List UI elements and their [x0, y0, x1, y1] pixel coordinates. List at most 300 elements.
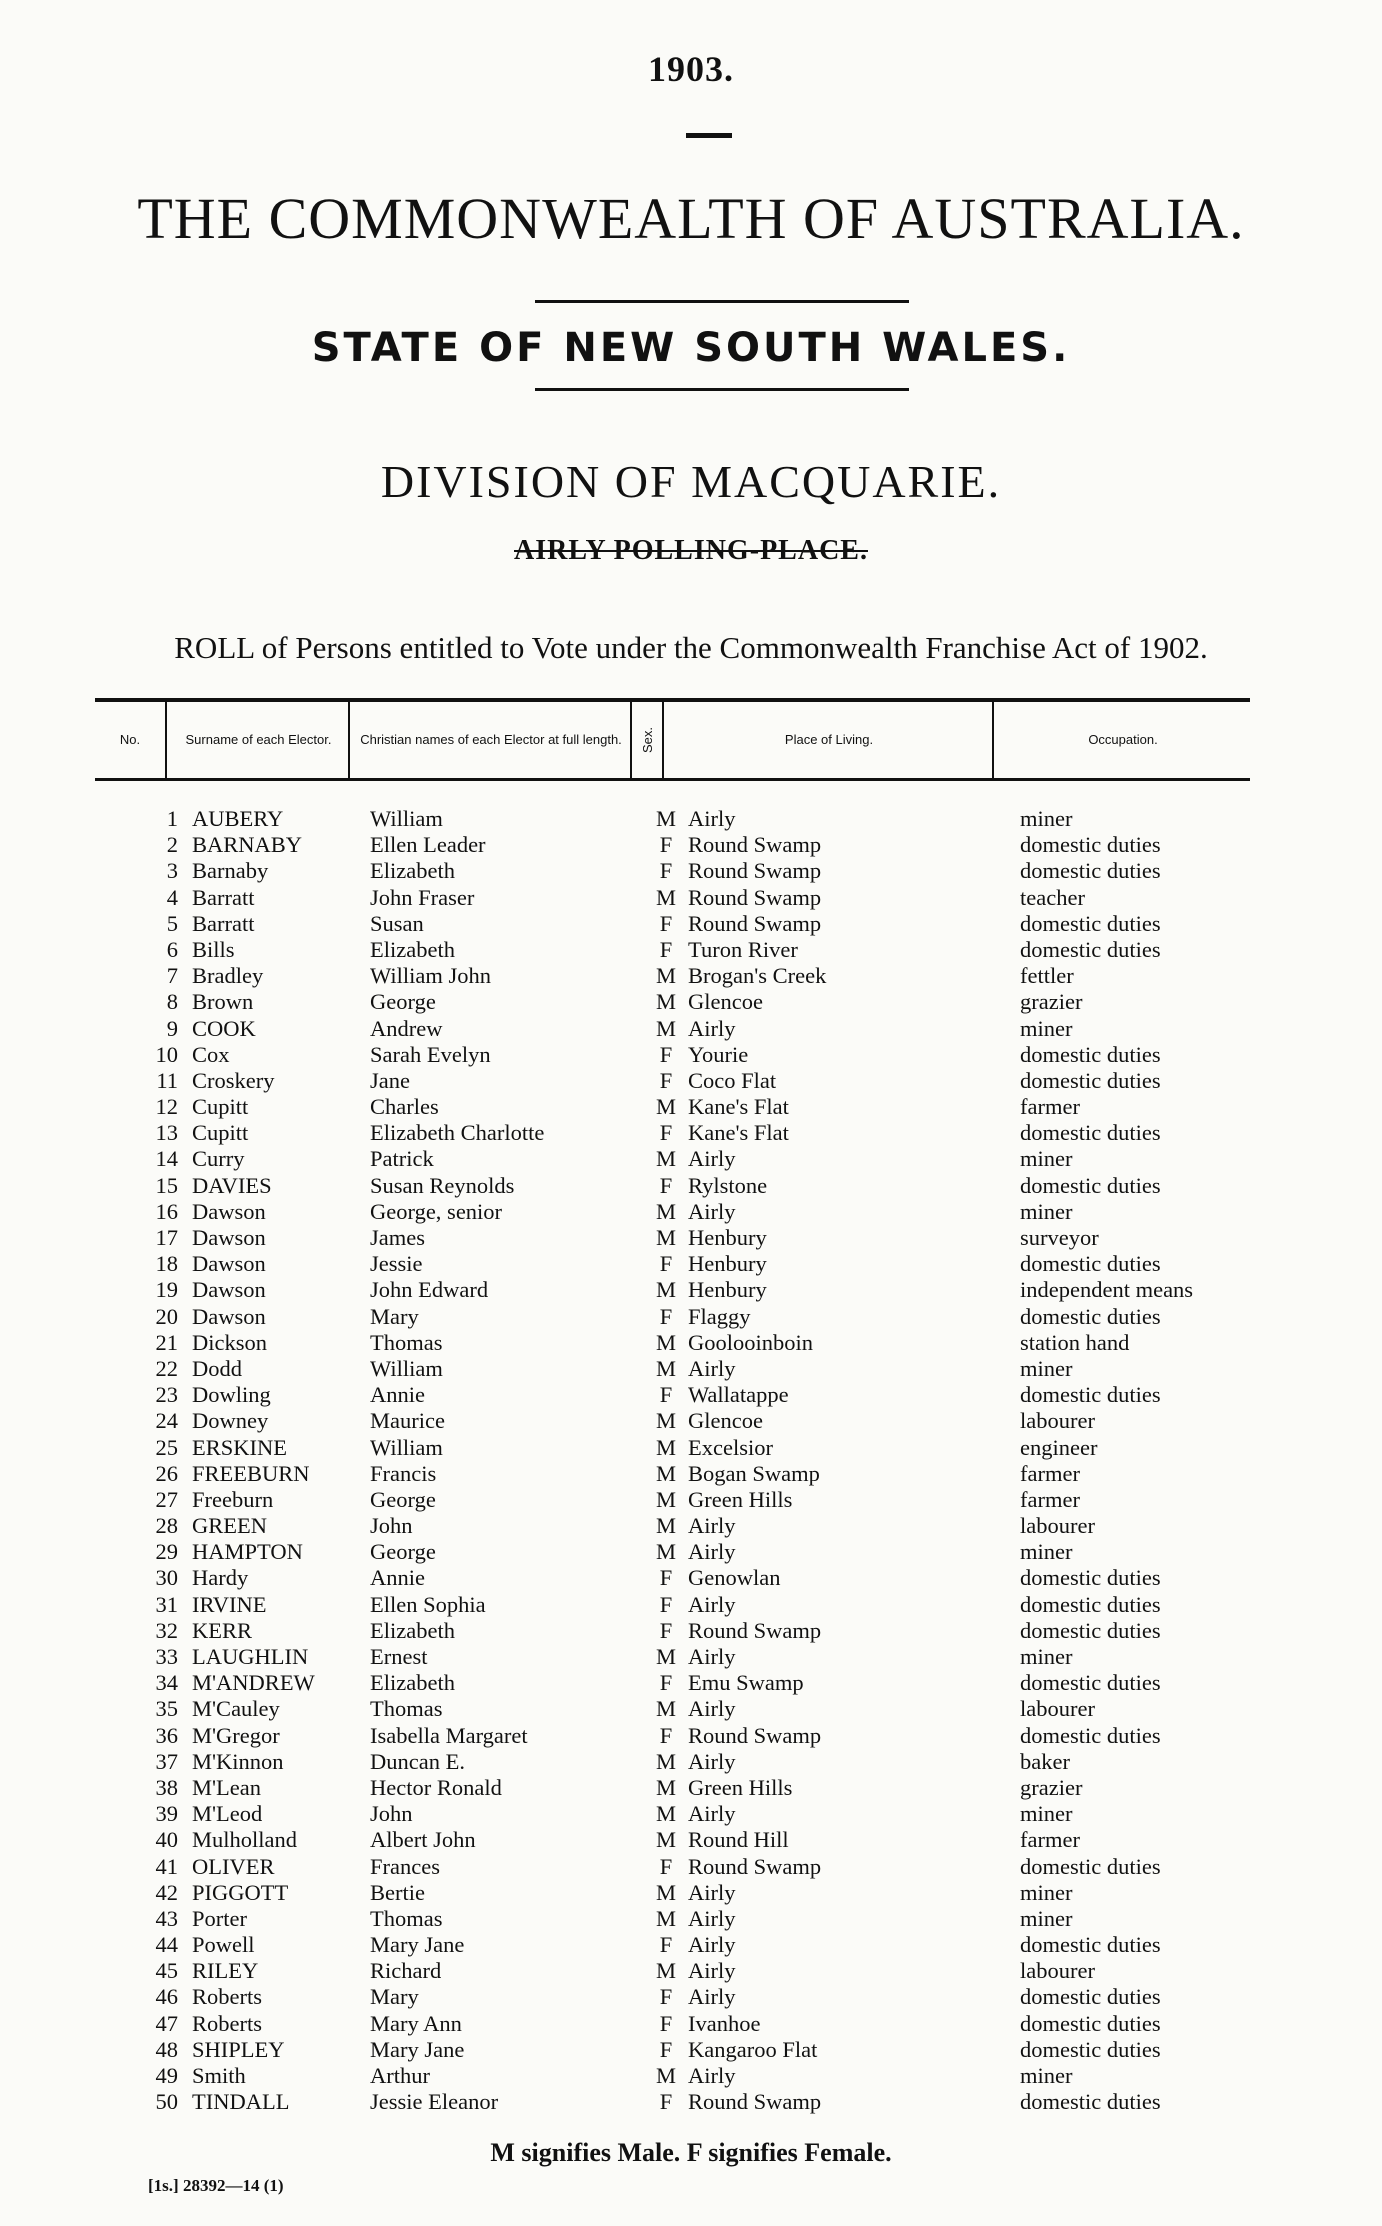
- table-row: [0, 1435, 1382, 1461]
- elector-surname: M'Lean: [192, 1774, 262, 1800]
- elector-number: 19: [155, 1277, 178, 1303]
- elector-occupation: labourer: [1020, 1696, 1095, 1722]
- table-row: [0, 1251, 1382, 1277]
- elector-sex: M: [655, 1905, 676, 1931]
- table-row: [0, 1696, 1382, 1722]
- table-row: [0, 1618, 1382, 1644]
- elector-surname: Smith: [192, 2063, 246, 2088]
- elector-christian-names: Isabella Margaret: [370, 1722, 528, 1748]
- elector-place: Kane's Flat: [688, 1120, 789, 1146]
- elector-occupation: farmer: [1020, 1094, 1080, 1120]
- elector-place: Airly: [688, 1984, 736, 2010]
- elector-place: Glencoe: [688, 1408, 763, 1434]
- elector-occupation: domestic duties: [1020, 2089, 1161, 2115]
- table-row: [0, 1592, 1382, 1618]
- table-row: [0, 1539, 1382, 1565]
- elector-occupation: domestic duties: [1020, 1722, 1161, 1748]
- elector-number: 16: [155, 1198, 178, 1224]
- elector-sex: M: [655, 1879, 676, 1905]
- elector-sex: F: [659, 1251, 673, 1277]
- elector-number: 46: [155, 1984, 178, 2010]
- elector-place: Airly: [688, 1958, 736, 1984]
- elector-number: 27: [155, 1486, 178, 1512]
- elector-christian-names: Hector Ronald: [370, 1774, 502, 1800]
- table-row: [0, 1827, 1382, 1853]
- elector-place: Brogan's Creek: [688, 963, 827, 989]
- elector-number: 10: [155, 1041, 178, 1067]
- elector-surname: SHIPLEY: [192, 2036, 285, 2062]
- elector-sex: F: [659, 1722, 673, 1748]
- elector-place: Airly: [688, 1513, 736, 1539]
- elector-occupation: domestic duties: [1020, 1067, 1161, 1093]
- elector-place: Round Swamp: [688, 1722, 822, 1748]
- elector-place: Airly: [688, 1905, 736, 1931]
- elector-number: 50: [155, 2089, 178, 2115]
- elector-sex: F: [659, 2089, 673, 2115]
- elector-occupation: domestic duties: [1020, 1120, 1161, 1146]
- table-row: [0, 885, 1382, 911]
- elector-christian-names: Annie: [370, 1382, 425, 1408]
- elector-christian-names: Mary Ann: [370, 2010, 462, 2036]
- elector-surname: FREEBURN: [192, 1460, 310, 1486]
- elector-sex: F: [659, 1591, 673, 1617]
- elector-christian-names: Jessie: [370, 1251, 423, 1277]
- elector-surname: Freeburn: [192, 1486, 274, 1512]
- elector-occupation: station hand: [1020, 1329, 1130, 1355]
- elector-number: 29: [155, 1539, 178, 1565]
- divider-rule: [535, 300, 909, 303]
- elector-number: 48: [155, 2036, 178, 2062]
- table-row: [0, 1068, 1382, 1094]
- table-row: [0, 1513, 1382, 1539]
- elector-christian-names: John Edward: [370, 1277, 489, 1303]
- table-row: [0, 989, 1382, 1015]
- table-row: [0, 1880, 1382, 1906]
- elector-number: 7: [166, 963, 178, 989]
- column-header-occupation: Occupation.: [992, 702, 1252, 778]
- elector-surname: Cupitt: [192, 1094, 249, 1120]
- elector-number: 32: [155, 1617, 178, 1643]
- table-row: [0, 1277, 1382, 1303]
- elector-number: 2: [166, 832, 178, 858]
- elector-sex: M: [655, 1460, 676, 1486]
- elector-sex: M: [655, 1146, 676, 1172]
- elector-christian-names: George: [370, 1539, 436, 1565]
- elector-sex: M: [655, 963, 676, 989]
- elector-sex: M: [655, 1198, 676, 1224]
- elector-occupation: miner: [1020, 1644, 1073, 1669]
- elector-occupation: domestic duties: [1020, 2036, 1161, 2062]
- elector-surname: HAMPTON: [192, 1539, 303, 1565]
- elector-occupation: domestic duties: [1020, 1565, 1161, 1591]
- elector-sex: F: [659, 858, 673, 884]
- elector-number: 21: [155, 1329, 178, 1355]
- elector-number: 17: [155, 1225, 178, 1250]
- elector-sex: F: [659, 1172, 673, 1198]
- elector-occupation: labourer: [1020, 1408, 1095, 1434]
- elector-occupation: grazier: [1020, 989, 1083, 1015]
- elector-christian-names: Ellen Leader: [370, 832, 486, 858]
- elector-number: 4: [166, 884, 178, 910]
- elector-surname: Dodd: [192, 1355, 242, 1381]
- elector-sex: F: [659, 1303, 673, 1329]
- elector-surname: ERSKINE: [192, 1434, 287, 1460]
- elector-place: Airly: [688, 1146, 736, 1172]
- elector-place: Kane's Flat: [688, 1094, 789, 1120]
- elector-christian-names: Sarah Evelyn: [370, 1041, 491, 1067]
- elector-sex: M: [655, 1801, 676, 1827]
- table-row: [0, 1173, 1382, 1199]
- elector-number: 11: [156, 1067, 178, 1093]
- elector-place: Airly: [688, 1644, 736, 1669]
- elector-christian-names: Mary: [370, 1984, 419, 2010]
- elector-place: Airly: [688, 1801, 736, 1827]
- elector-christian-names: Susan: [370, 910, 424, 936]
- elector-place: Glencoe: [688, 989, 763, 1015]
- elector-surname: Roberts: [192, 2010, 262, 2036]
- elector-number: 12: [155, 1094, 178, 1120]
- elector-occupation: domestic duties: [1020, 1172, 1161, 1198]
- elector-christian-names: Richard: [370, 1958, 442, 1984]
- elector-number: 14: [155, 1146, 178, 1172]
- elector-place: Henbury: [688, 1251, 767, 1277]
- elector-place: Yourie: [688, 1041, 749, 1067]
- table-row: [0, 858, 1382, 884]
- elector-surname: IRVINE: [192, 1591, 267, 1617]
- table-row: [0, 1565, 1382, 1591]
- column-header-christian-names: Christian names of each Elector at full length.: [348, 702, 632, 778]
- elector-christian-names: Elizabeth: [370, 1617, 455, 1643]
- table-row: [0, 1016, 1382, 1042]
- column-header-place: Place of Living.: [662, 702, 994, 778]
- elector-occupation: farmer: [1020, 1486, 1080, 1512]
- elector-place: Airly: [688, 806, 736, 831]
- elector-number: 22: [155, 1355, 178, 1381]
- elector-christian-names: Thomas: [370, 1696, 443, 1722]
- elector-number: 20: [155, 1303, 178, 1329]
- elector-place: Round Swamp: [688, 858, 822, 884]
- elector-occupation: miner: [1020, 1539, 1073, 1565]
- table-row: [0, 1749, 1382, 1775]
- elector-christian-names: George: [370, 1486, 436, 1512]
- table-row: [0, 1775, 1382, 1801]
- elector-sex: M: [655, 1015, 676, 1041]
- table-row: [0, 2011, 1382, 2037]
- divider-rule: [686, 133, 732, 138]
- elector-surname: Cupitt: [192, 1120, 249, 1146]
- elector-place: Bogan Swamp: [688, 1460, 820, 1486]
- print-reference: [1s.] 28392—14 (1): [148, 2176, 284, 2195]
- elector-christian-names: John: [370, 1801, 413, 1827]
- elector-christian-names: Mary: [370, 1303, 419, 1329]
- elector-christian-names: Francis: [370, 1460, 437, 1486]
- table-row: [0, 1356, 1382, 1382]
- elector-surname: TINDALL: [192, 2089, 290, 2115]
- elector-number: 37: [155, 1748, 178, 1774]
- elector-surname: M'Leod: [192, 1801, 263, 1827]
- column-header-sex: [630, 702, 664, 778]
- elector-surname: M'Gregor: [192, 1722, 280, 1748]
- elector-sex: M: [655, 884, 676, 910]
- elector-place: Genowlan: [688, 1565, 781, 1591]
- elector-christian-names: Bertie: [370, 1879, 425, 1905]
- elector-sex: M: [655, 989, 676, 1015]
- elector-place: Airly: [688, 1015, 736, 1041]
- elector-number: 44: [155, 1932, 178, 1958]
- elector-number: 49: [155, 2063, 178, 2088]
- elector-surname: Curry: [192, 1146, 245, 1172]
- column-header-surname: Surname of each Elector.: [165, 702, 350, 778]
- elector-number: 26: [155, 1460, 178, 1486]
- elector-occupation: fettler: [1020, 963, 1074, 989]
- elector-christian-names: Charles: [370, 1094, 439, 1120]
- elector-sex: F: [659, 1382, 673, 1408]
- elector-number: 9: [166, 1015, 178, 1041]
- elector-christian-names: Thomas: [370, 1905, 443, 1931]
- state-heading: STATE OF NEW SOUTH WALES.: [311, 325, 1071, 371]
- elector-sex: M: [655, 1696, 676, 1722]
- elector-number: 23: [155, 1382, 178, 1408]
- elector-place: Round Swamp: [688, 884, 822, 910]
- table-row: [0, 1225, 1382, 1251]
- elector-sex: F: [659, 2036, 673, 2062]
- elector-number: 3: [166, 858, 178, 884]
- elector-christian-names: William John: [370, 963, 491, 989]
- elector-occupation: domestic duties: [1020, 1303, 1161, 1329]
- elector-surname: Dawson: [192, 1225, 266, 1250]
- elector-occupation: miner: [1020, 2063, 1073, 2088]
- elector-sex: F: [659, 1120, 673, 1146]
- elector-sex: M: [655, 1225, 676, 1250]
- elector-place: Excelsior: [688, 1434, 773, 1460]
- elector-number: 33: [155, 1644, 178, 1669]
- table-row: [0, 1120, 1382, 1146]
- elector-surname: Croskery: [192, 1067, 275, 1093]
- elector-occupation: miner: [1020, 1198, 1073, 1224]
- elector-sex: M: [655, 1329, 676, 1355]
- elector-sex: M: [655, 1486, 676, 1512]
- table-row: [0, 1304, 1382, 1330]
- elector-surname: LAUGHLIN: [192, 1644, 309, 1669]
- elector-place: Henbury: [688, 1225, 767, 1250]
- elector-occupation: domestic duties: [1020, 858, 1161, 884]
- elector-surname: Porter: [192, 1905, 247, 1931]
- elector-occupation: grazier: [1020, 1774, 1083, 1800]
- elector-sex: F: [659, 1670, 673, 1696]
- elector-number: 31: [155, 1591, 178, 1617]
- elector-occupation: domestic duties: [1020, 1617, 1161, 1643]
- table-row: [0, 806, 1382, 832]
- elector-surname: DAVIES: [192, 1172, 272, 1198]
- elector-place: Ivanhoe: [688, 2010, 761, 2036]
- elector-number: 43: [155, 1905, 178, 1931]
- elector-surname: Dawson: [192, 1251, 266, 1277]
- table-row: [0, 963, 1382, 989]
- table-row: [0, 1461, 1382, 1487]
- elector-surname: BARNABY: [192, 832, 303, 858]
- table-row: [0, 937, 1382, 963]
- sex-legend: M signifies Male. F signifies Female.: [490, 2138, 892, 2167]
- elector-sex: M: [655, 1539, 676, 1565]
- elector-number: 30: [155, 1565, 178, 1591]
- elector-number: 1: [166, 806, 178, 831]
- elector-occupation: miner: [1020, 1905, 1073, 1931]
- elector-surname: Mulholland: [192, 1827, 297, 1853]
- elector-surname: Hardy: [192, 1565, 249, 1591]
- elector-christian-names: Frances: [370, 1853, 440, 1879]
- polling-place-heading: AIRLY POLLING-PLACE.: [514, 535, 868, 566]
- elector-occupation: baker: [1020, 1748, 1070, 1774]
- elector-occupation: farmer: [1020, 1460, 1080, 1486]
- elector-sex: M: [655, 1958, 676, 1984]
- elector-occupation: domestic duties: [1020, 1041, 1161, 1067]
- elector-number: 36: [155, 1722, 178, 1748]
- elector-surname: Roberts: [192, 1984, 262, 2010]
- elector-number: 6: [166, 936, 178, 962]
- elector-sex: F: [659, 1041, 673, 1067]
- table-row: [0, 1854, 1382, 1880]
- elector-sex: M: [655, 1748, 676, 1774]
- elector-sex: M: [655, 1644, 676, 1669]
- elector-occupation: domestic duties: [1020, 1382, 1161, 1408]
- elector-surname: GREEN: [192, 1513, 267, 1539]
- elector-surname: Dickson: [192, 1329, 267, 1355]
- table-row: [0, 1801, 1382, 1827]
- table-row: [0, 1644, 1382, 1670]
- document-title: THE COMMONWEALTH OF AUSTRALIA.: [137, 186, 1245, 251]
- elector-christian-names: Susan Reynolds: [370, 1172, 515, 1198]
- divider-rule: [535, 388, 909, 391]
- elector-place: Airly: [688, 1696, 736, 1722]
- elector-place: Turon River: [688, 936, 798, 962]
- elector-occupation: miner: [1020, 1801, 1073, 1827]
- elector-number: 5: [166, 910, 178, 936]
- elector-christian-names: William: [370, 1355, 443, 1381]
- elector-place: Airly: [688, 1198, 736, 1224]
- elector-occupation: miner: [1020, 1355, 1073, 1381]
- elector-christian-names: Andrew: [370, 1015, 443, 1041]
- roll-title: ROLL of Persons entitled to Vote under the Commonwealth Franchise Act of 1902.: [174, 630, 1208, 665]
- elector-number: 34: [155, 1670, 178, 1696]
- elector-place: Round Swamp: [688, 832, 822, 858]
- elector-number: 47: [155, 2010, 178, 2036]
- elector-number: 8: [166, 989, 178, 1015]
- elector-christian-names: Ernest: [370, 1644, 428, 1669]
- elector-occupation: miner: [1020, 806, 1073, 831]
- elector-occupation: domestic duties: [1020, 2010, 1161, 2036]
- table-row: [0, 1984, 1382, 2010]
- elector-sex: F: [659, 1932, 673, 1958]
- column-header-sex-label: Sex.: [639, 726, 655, 754]
- elector-sex: M: [655, 1408, 676, 1434]
- table-row: [0, 2089, 1382, 2115]
- elector-christian-names: Elizabeth Charlotte: [370, 1120, 545, 1146]
- elector-surname: Barnaby: [192, 858, 269, 884]
- elector-surname: KERR: [192, 1617, 253, 1643]
- elector-place: Round Swamp: [688, 2089, 822, 2115]
- elector-christian-names: William: [370, 1434, 443, 1460]
- elector-sex: F: [659, 1984, 673, 2010]
- elector-place: Airly: [688, 1879, 736, 1905]
- table-row: [0, 1146, 1382, 1172]
- table-row: [0, 832, 1382, 858]
- elector-occupation: domestic duties: [1020, 1670, 1161, 1696]
- elector-place: Round Swamp: [688, 910, 822, 936]
- elector-occupation: engineer: [1020, 1434, 1098, 1460]
- elector-number: 24: [155, 1408, 178, 1434]
- table-row: [0, 1906, 1382, 1932]
- elector-christian-names: Mary Jane: [370, 1932, 465, 1958]
- elector-surname: RILEY: [192, 1958, 259, 1984]
- elector-christian-names: Arthur: [370, 2063, 430, 2088]
- elector-christian-names: Jane: [370, 1067, 410, 1093]
- table-row: [0, 1382, 1382, 1408]
- elector-surname: PIGGOTT: [192, 1879, 289, 1905]
- elector-occupation: domestic duties: [1020, 1591, 1161, 1617]
- table-row: [0, 2037, 1382, 2063]
- table-row: [0, 1330, 1382, 1356]
- elector-surname: M'Cauley: [192, 1696, 280, 1722]
- elector-sex: M: [655, 1355, 676, 1381]
- elector-place: Flaggy: [688, 1303, 751, 1329]
- elector-christian-names: John Fraser: [370, 884, 475, 910]
- table-row: [0, 1670, 1382, 1696]
- elector-christian-names: John: [370, 1513, 413, 1539]
- elector-occupation: labourer: [1020, 1958, 1095, 1984]
- elector-christian-names: Annie: [370, 1565, 425, 1591]
- elector-sex: F: [659, 910, 673, 936]
- elector-sex: F: [659, 936, 673, 962]
- division-heading: DIVISION OF MACQUARIE.: [380, 456, 1002, 507]
- elector-surname: Powell: [192, 1932, 255, 1958]
- table-row: [0, 1932, 1382, 1958]
- elector-place: Round Swamp: [688, 1617, 822, 1643]
- elector-surname: OLIVER: [192, 1853, 275, 1879]
- elector-occupation: farmer: [1020, 1827, 1080, 1853]
- elector-surname: Dawson: [192, 1198, 266, 1224]
- elector-surname: M'ANDREW: [192, 1670, 315, 1696]
- elector-christian-names: Patrick: [370, 1146, 434, 1172]
- elector-occupation: domestic duties: [1020, 1853, 1161, 1879]
- elector-place: Rylstone: [688, 1172, 768, 1198]
- elector-christian-names: Elizabeth: [370, 936, 455, 962]
- table-header: [95, 698, 1250, 781]
- elector-surname: Bradley: [192, 963, 264, 989]
- elector-christian-names: William: [370, 806, 443, 831]
- elector-occupation: labourer: [1020, 1513, 1095, 1539]
- elector-number: 38: [155, 1774, 178, 1800]
- elector-sex: M: [655, 1827, 676, 1853]
- elector-surname: Downey: [192, 1408, 269, 1434]
- elector-christian-names: Elizabeth: [370, 1670, 455, 1696]
- elector-surname: Brown: [192, 989, 254, 1015]
- elector-occupation: miner: [1020, 1146, 1073, 1172]
- table-row: [0, 1042, 1382, 1068]
- table-row: [0, 1487, 1382, 1513]
- table-row: [0, 1199, 1382, 1225]
- table-row: [0, 2063, 1382, 2089]
- elector-occupation: domestic duties: [1020, 1984, 1161, 2010]
- elector-sex: F: [659, 1565, 673, 1591]
- elector-number: 39: [155, 1801, 178, 1827]
- elector-place: Kangaroo Flat: [688, 2036, 818, 2062]
- elector-place: Green Hills: [688, 1774, 793, 1800]
- elector-sex: M: [655, 1513, 676, 1539]
- elector-sex: M: [655, 1277, 676, 1303]
- elector-surname: Dawson: [192, 1277, 266, 1303]
- elector-number: 28: [155, 1513, 178, 1539]
- elector-christian-names: Jessie Eleanor: [370, 2089, 499, 2115]
